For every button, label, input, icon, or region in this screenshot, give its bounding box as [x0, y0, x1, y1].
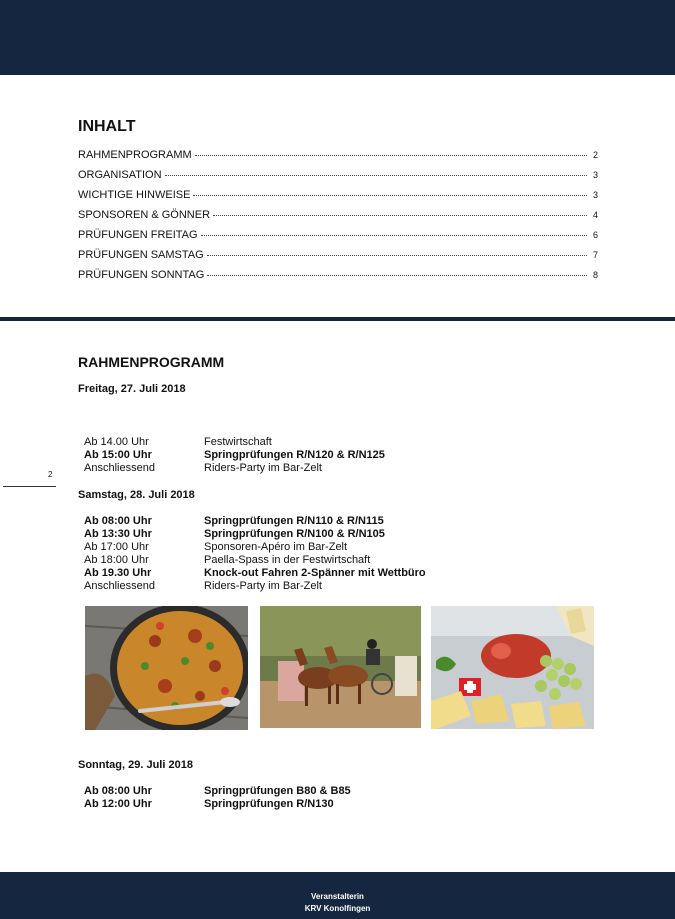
schedule-row — [84, 580, 426, 593]
toc-entry-page: 6 — [592, 230, 598, 240]
toc-entry-page: 2 — [592, 150, 598, 160]
schedule-event: Paella-Spass in der Festwirtschaft — [204, 554, 371, 566]
sunday-heading: Sonntag, 29. Juli 2018 — [78, 759, 193, 771]
schedule-event: Riders-Party im Bar-Zelt — [204, 462, 322, 474]
schedule-row — [84, 567, 426, 580]
toc-entry-rahmenprogramm[interactable] — [78, 149, 598, 169]
toc-entry-page: 3 — [592, 190, 598, 200]
schedule-event: Springprüfungen R/N100 & R/N105 — [204, 528, 385, 540]
schedule-time: Ab 17:00 Uhr — [84, 541, 149, 553]
toc-entry-label: RAHMENPROGRAMM — [78, 149, 192, 161]
schedule-event: Springprüfungen R/N110 & R/N115 — [204, 515, 384, 527]
schedule-row — [84, 462, 385, 475]
footer-organizer-name: KRV Konolfingen — [304, 904, 371, 913]
schedule-row — [84, 541, 426, 554]
schedule-time: Ab 19.30 Uhr — [84, 567, 152, 579]
toc-entry-pruefungen-sonntag[interactable] — [78, 269, 598, 289]
schedule-time: Anschliessend — [84, 462, 155, 474]
schedule-event: Knock-out Fahren 2-Spänner mit Wettbüro — [204, 567, 426, 579]
schedule-row — [84, 515, 426, 528]
friday-heading: Freitag, 27. Juli 2018 — [78, 383, 186, 395]
toc-entry-pruefungen-samstag[interactable] — [78, 249, 598, 269]
toc-leader-dots — [165, 175, 587, 176]
sunday-schedule — [84, 785, 351, 811]
section-title: RAHMENPROGRAMM — [78, 354, 225, 370]
footer-organizer-label: Veranstalterin — [311, 892, 364, 901]
saturday-schedule — [84, 515, 426, 593]
toc-leader-dots — [201, 235, 587, 236]
schedule-row — [84, 554, 426, 567]
schedule-time: Anschliessend — [84, 580, 155, 592]
toc-entry-label: PRÜFUNGEN SAMSTAG — [78, 249, 204, 261]
toc-entry-wichtige-hinweise[interactable] — [78, 189, 598, 209]
cheese-platter-photo — [431, 606, 594, 729]
carriage-driving-photo — [260, 606, 421, 728]
footer — [0, 872, 675, 919]
toc-entry-sponsoren[interactable] — [78, 209, 598, 229]
schedule-event: Sponsoren-Apéro im Bar-Zelt — [204, 541, 348, 553]
toc-entry-label: SPONSOREN & GÖNNER — [78, 209, 211, 221]
toc-entry-label: PRÜFUNGEN FREITAG — [78, 229, 198, 241]
schedule-row — [84, 798, 351, 811]
margin-page-number: 2 — [48, 470, 53, 479]
schedule-event: Springprüfungen R/N120 & R/N125 — [204, 449, 385, 461]
toc-entry-page: 7 — [592, 250, 598, 260]
toc-leader-dots — [213, 215, 587, 216]
toc-leader-dots — [193, 195, 587, 196]
toc-entry-label: PRÜFUNGEN SONNTAG — [78, 269, 205, 281]
schedule-row — [84, 449, 385, 462]
toc-entry-organisation[interactable] — [78, 169, 598, 189]
saturday-heading: Samstag, 28. Juli 2018 — [78, 489, 195, 501]
toc-leader-dots — [207, 275, 587, 276]
schedule-event: Riders-Party im Bar-Zelt — [204, 580, 322, 592]
schedule-row — [84, 528, 426, 541]
paella-photo — [85, 606, 248, 730]
schedule-row — [84, 436, 385, 449]
schedule-time: Ab 13:30 Uhr — [84, 528, 152, 540]
toc-entry-page: 3 — [592, 170, 598, 180]
toc-entry-page: 8 — [592, 270, 598, 280]
margin-rule — [3, 486, 56, 487]
toc-entry-pruefungen-freitag[interactable] — [78, 229, 598, 249]
schedule-time: Ab 14.00 Uhr — [84, 436, 149, 448]
toc-leader-dots — [207, 255, 587, 256]
schedule-event: Festwirtschaft — [204, 436, 272, 448]
toc-entry-label: ORGANISATION — [78, 169, 162, 181]
schedule-time: Ab 08:00 Uhr — [84, 515, 152, 527]
schedule-time: Ab 08:00 Uhr — [84, 785, 152, 797]
toc-leader-dots — [195, 155, 587, 156]
header-band — [0, 0, 675, 75]
toc-entry-label: WICHTIGE HINWEISE — [78, 189, 191, 201]
schedule-row — [84, 785, 351, 798]
toc-entry-page: 4 — [592, 210, 598, 220]
schedule-time: Ab 18:00 Uhr — [84, 554, 149, 566]
friday-schedule — [84, 436, 385, 475]
page-divider — [0, 317, 675, 321]
toc-title: INHALT — [78, 118, 136, 135]
table-of-contents — [78, 149, 598, 289]
schedule-event: Springprüfungen B80 & B85 — [204, 785, 351, 797]
schedule-time: Ab 12:00 Uhr — [84, 798, 152, 810]
schedule-event: Springprüfungen R/N130 — [204, 798, 334, 810]
schedule-time: Ab 15:00 Uhr — [84, 449, 152, 461]
